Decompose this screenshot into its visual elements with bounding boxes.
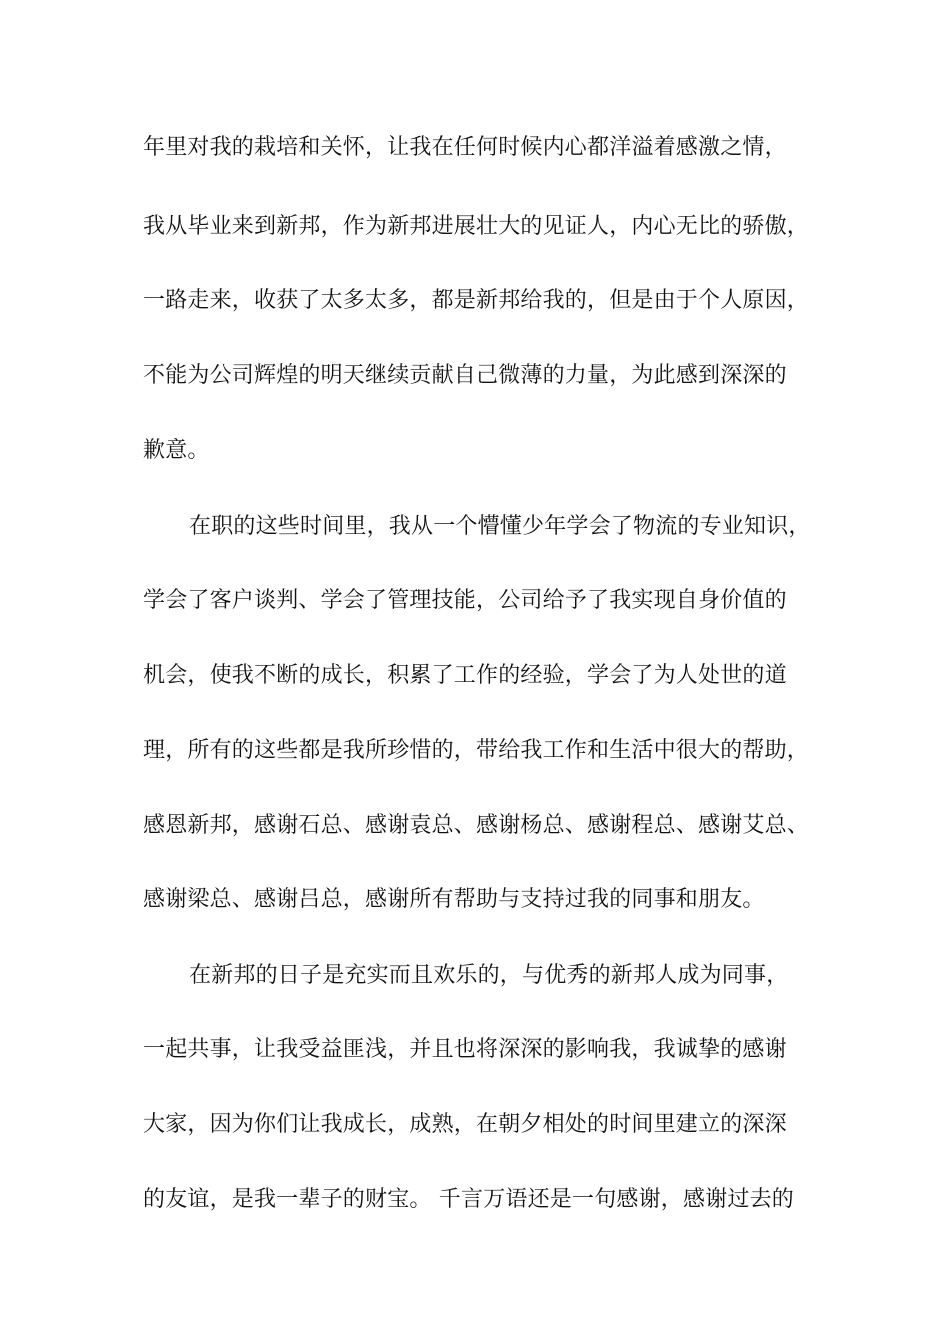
paragraph-start-line: 在新邦的日子是充实而且欢乐的，与优秀的新邦人成为同事， xyxy=(189,963,789,988)
text-line: 理，所有的这些都是我所珍惜的，带给我工作和生活中很大的帮助， xyxy=(143,738,810,763)
text-line: 年里对我的栽培和关怀，让我在任何时候内心都洋溢着感激之情， xyxy=(143,135,787,160)
text-line: 学会了客户谈判、学会了管理技能，公司给予了我实现自身价值的 xyxy=(143,588,787,613)
text-line: 感恩新邦，感谢石总、感谢袁总、感谢杨总、感谢程总、感谢艾总、 xyxy=(143,813,810,838)
text-line: 我从毕业来到新邦，作为新邦进展壮大的见证人，内心无比的骄傲， xyxy=(143,214,810,239)
text-line: 机会，使我不断的成长，积累了工作的经验，学会了为人处世的道 xyxy=(143,663,787,688)
text-line: 一路走来，收获了太多太多，都是新邦给我的，但是由于个人原因， xyxy=(143,288,810,313)
text-line: 的友谊，是我一辈子的财宝。 千言万语还是一句感谢，感谢过去的 xyxy=(143,1187,794,1212)
paragraph-start-line: 在职的这些时间里，我从一个懵懂少年学会了物流的专业知识， xyxy=(189,514,811,539)
text-line: 不能为公司辉煌的明天继续贡献自己微薄的力量，为此感到深深的 xyxy=(143,363,787,388)
text-line: 感谢梁总、感谢吕总，感谢所有帮助与支持过我的同事和朋友。 xyxy=(143,887,765,912)
text-line: 歉意。 xyxy=(143,438,210,463)
text-line: 大家，因为你们让我成长，成熟，在朝夕相处的时间里建立的深深 xyxy=(143,1112,787,1137)
text-line: 一起共事，让我受益匪浅，并且也将深深的影响我，我诚挚的感谢 xyxy=(143,1037,787,1062)
